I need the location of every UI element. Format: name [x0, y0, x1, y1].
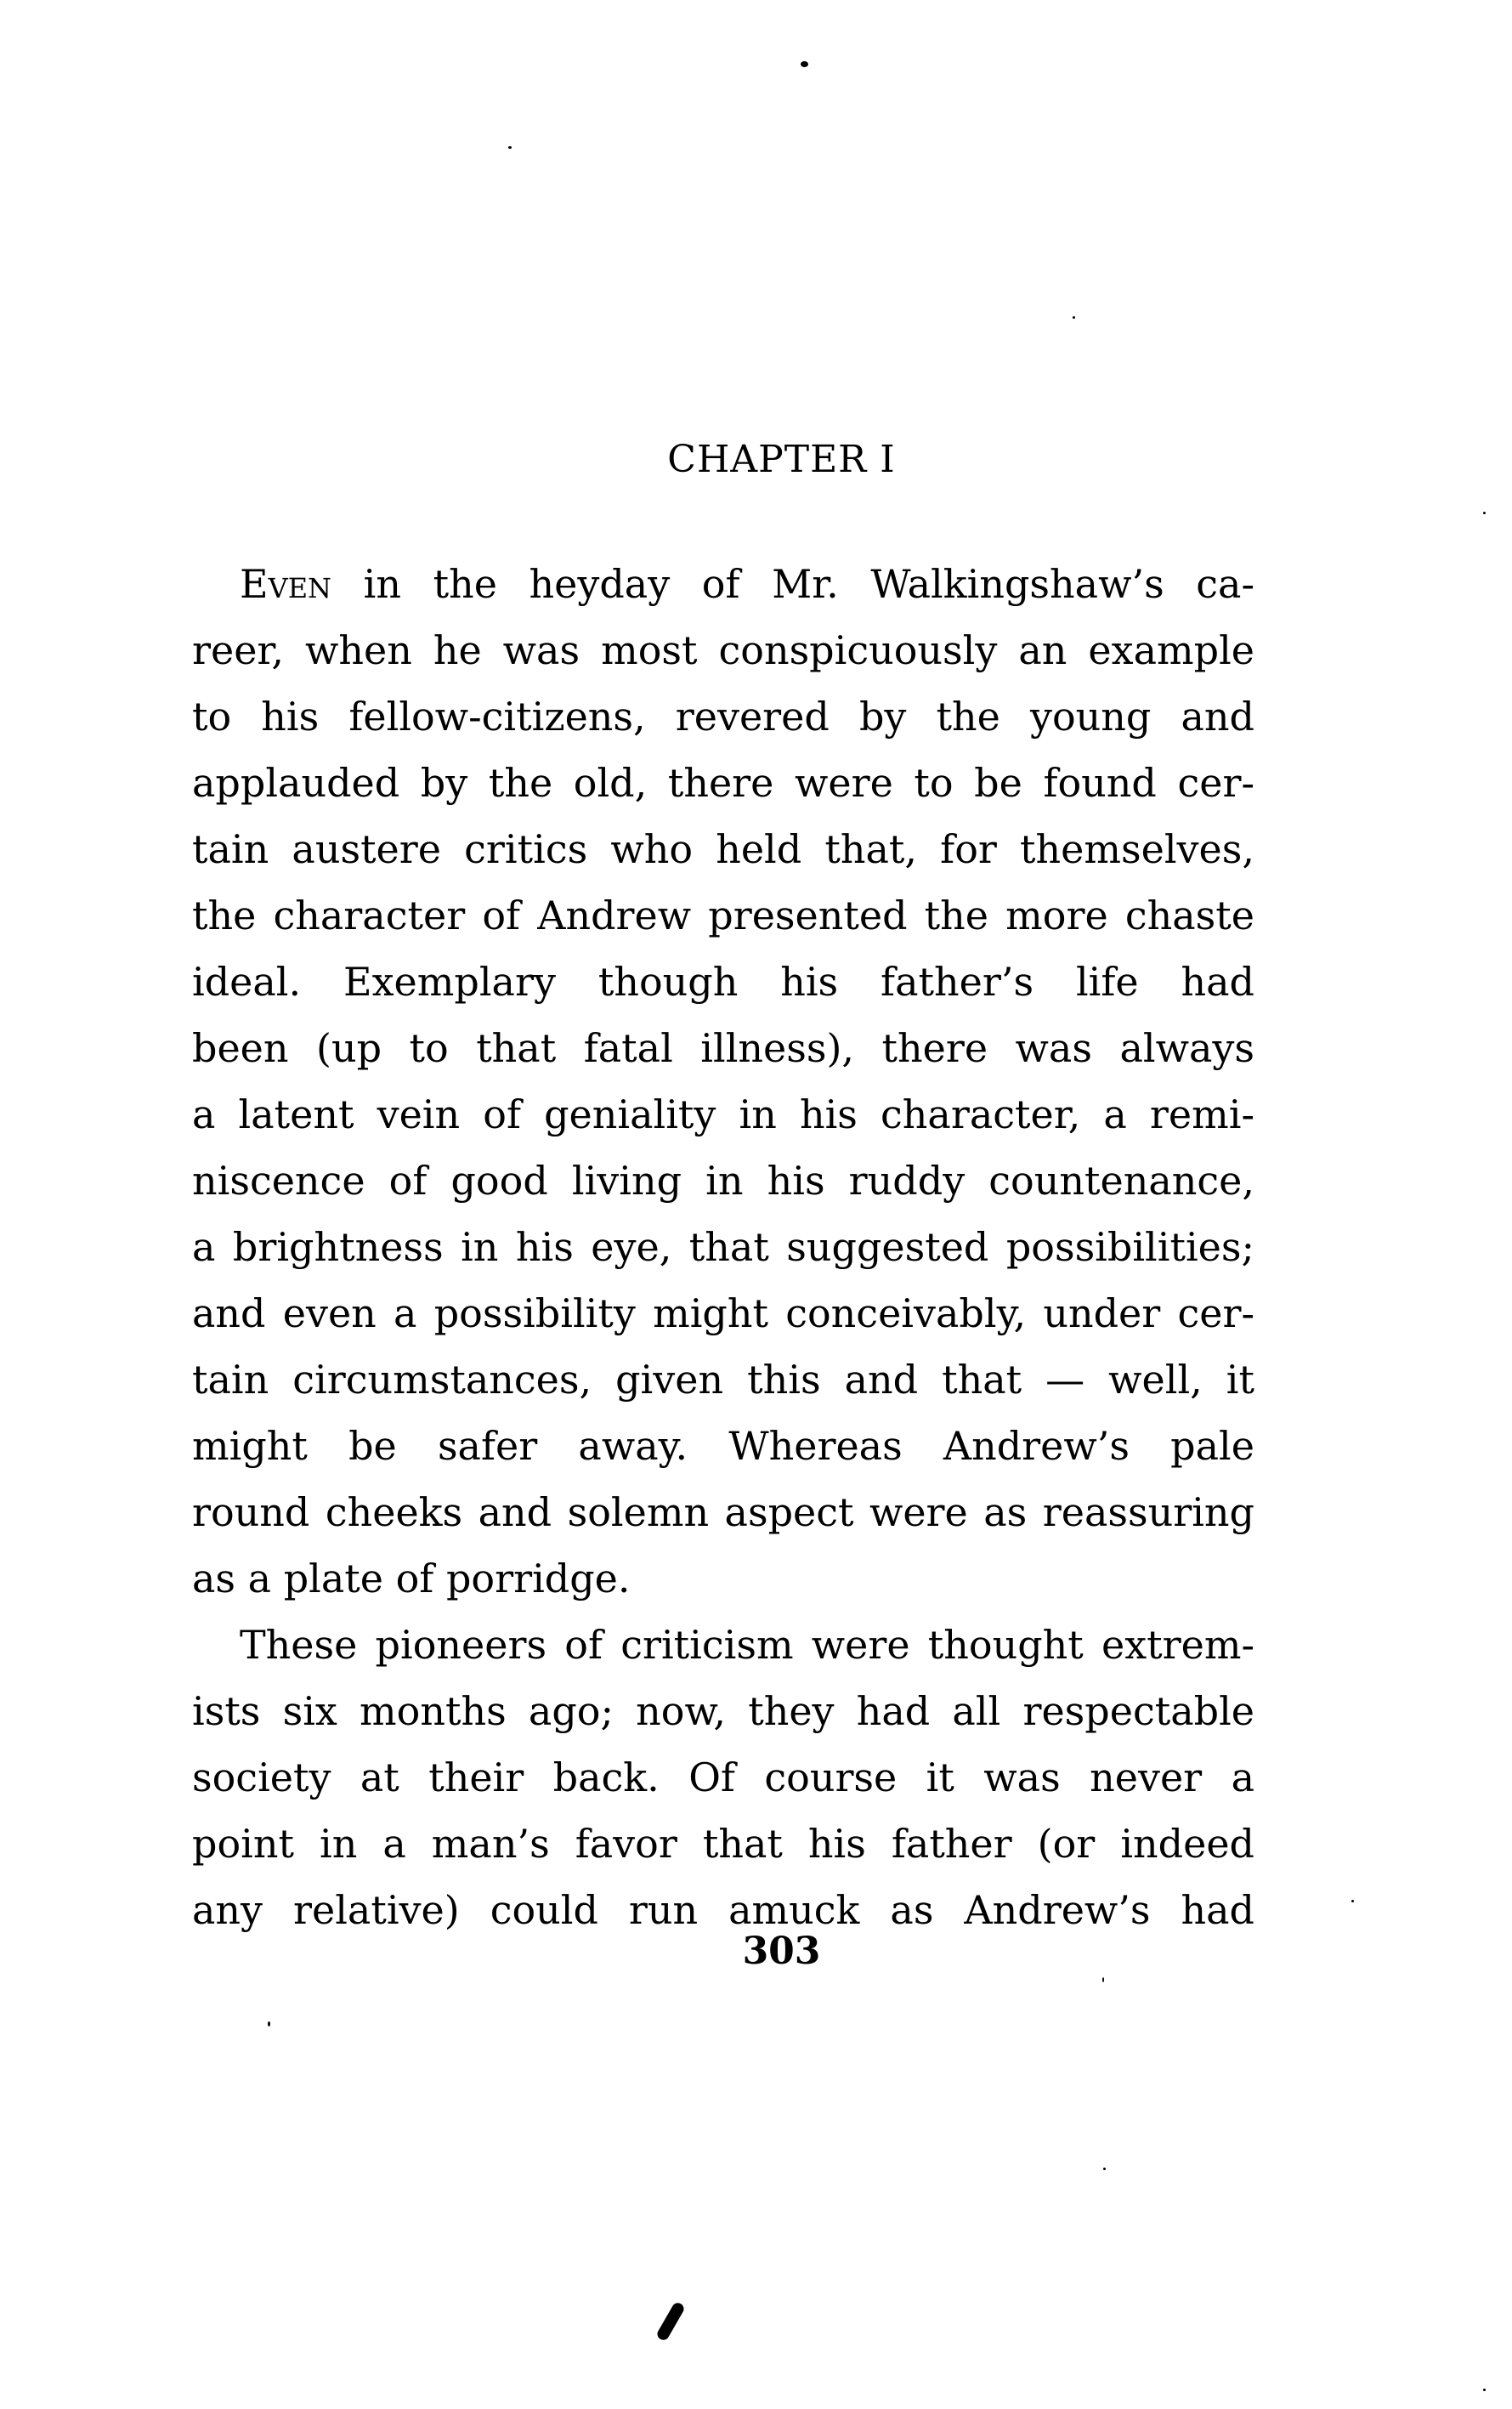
text-line: niscence of good living in his ruddy countenance,	[192, 1158, 1254, 1204]
text-line: and even a possibility might conceivably, under cer-	[192, 1290, 1254, 1336]
text-line: tain circumstances, given this and that — well, it	[192, 1357, 1254, 1403]
text-line: might be safer away. Whereas Andrew’s pale	[192, 1423, 1254, 1469]
text-line: reer, when he was most conspicuously an example	[192, 627, 1254, 673]
text-line: round cheeks and solemn aspect were as reassuring	[192, 1489, 1254, 1535]
ink-smudge	[655, 2301, 686, 2343]
text-line: the character of Andrew presented the more chaste	[192, 893, 1254, 938]
scan-speck	[1351, 1900, 1354, 1902]
page-number: 303	[742, 1930, 821, 1973]
text-line: ists six months ago; now, they had all respectable	[192, 1688, 1254, 1734]
drop-smallcaps-word: Even	[240, 561, 332, 607]
scan-speck	[1483, 2389, 1486, 2391]
text-line: a brightness in his eye, that suggested possibilities;	[192, 1224, 1254, 1270]
body-text	[192, 551, 1254, 1943]
text-line: to his fellow-citizens, revered by the young and	[192, 694, 1254, 740]
text-line: applauded by the old, there were to be found cer-	[192, 760, 1254, 806]
text-line: been (up to that fatal illness), there was always	[192, 1025, 1254, 1071]
text-line: any relative) could run amuck as Andrew’s had	[192, 1887, 1254, 1933]
text-line: ideal. Exemplary though his father’s life had	[192, 959, 1254, 1005]
text-line: society at their back. Of course it was never a	[192, 1754, 1254, 1800]
scan-speck	[1073, 316, 1075, 319]
scan-speck	[268, 2021, 270, 2026]
line-text: in the heyday of Mr. Walkingshaw’s ca-	[331, 561, 1254, 607]
chapter-title: CHAPTER I	[667, 438, 896, 481]
text-line: a latent vein of geniality in his character, a remi-	[192, 1091, 1254, 1137]
scan-speck	[1103, 2168, 1106, 2170]
text-line: These pioneers of criticism were thought extrem-	[240, 1622, 1254, 1668]
scan-speck	[1483, 512, 1486, 514]
scan-speck	[508, 146, 512, 149]
scan-speck	[801, 61, 808, 67]
scan-speck	[1102, 1977, 1104, 1982]
text-line	[192, 551, 1254, 617]
text-line: as a plate of porridge.	[192, 1556, 631, 1601]
text-line: point in a man’s favor that his father (or indeed	[192, 1821, 1254, 1867]
text-line: tain austere critics who held that, for themselves,	[192, 826, 1254, 872]
